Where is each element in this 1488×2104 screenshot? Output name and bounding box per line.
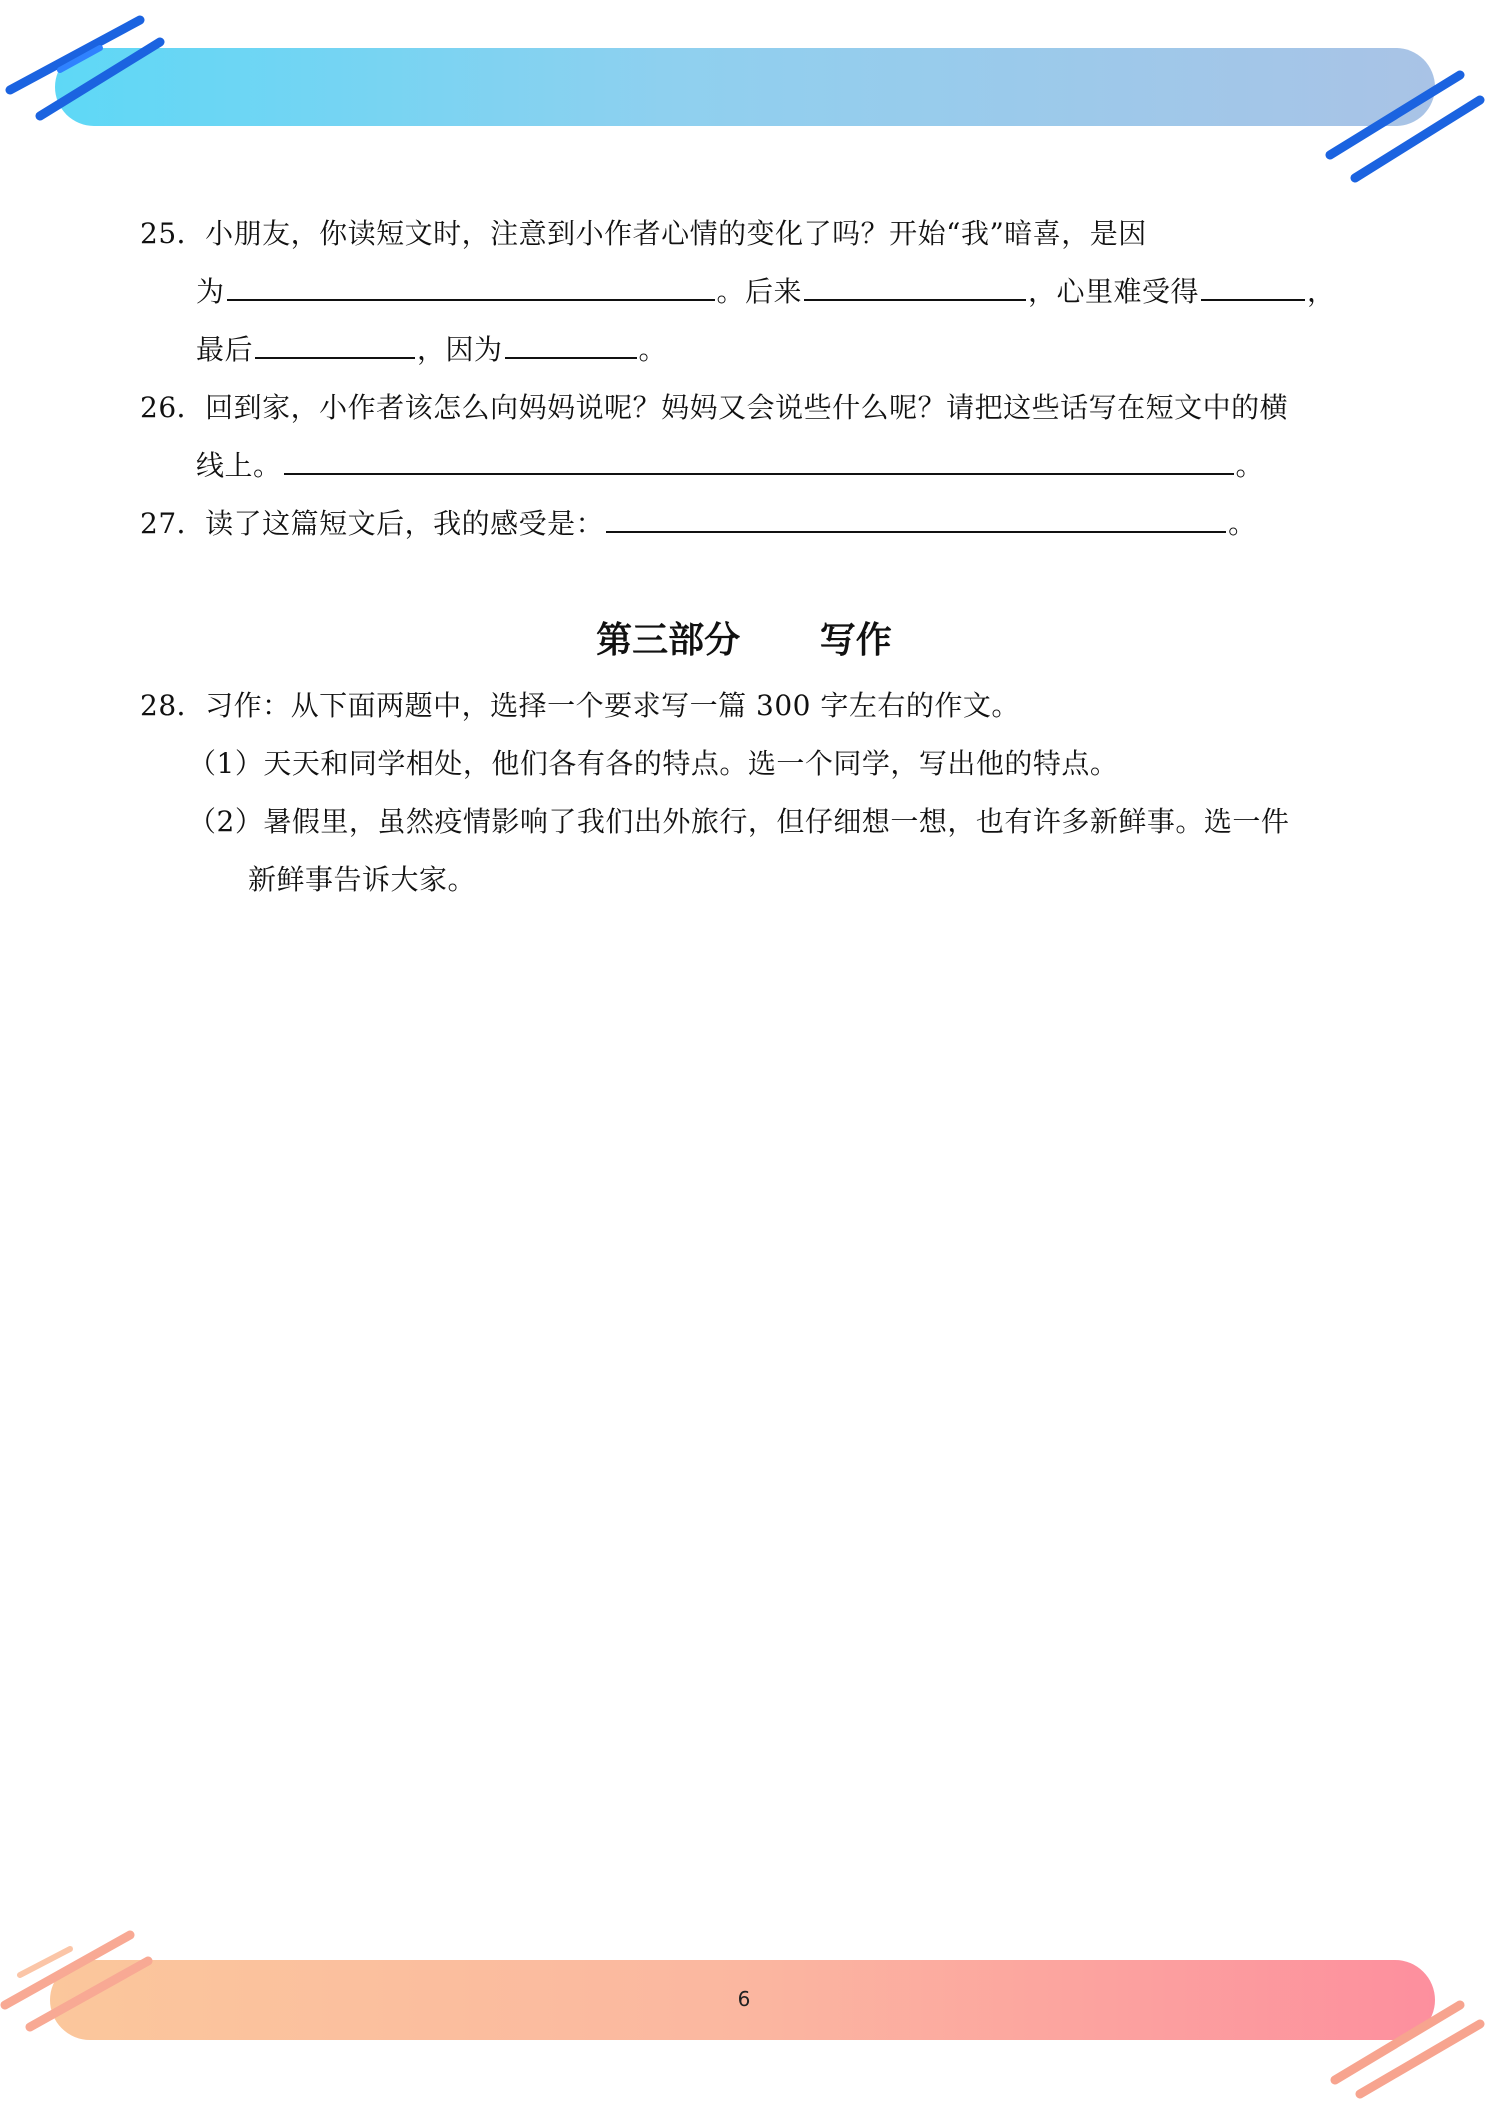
- option-text: （2）暑假里，虽然疫情影响了我们出外旅行，但仔细想一想，也有许多新鲜事。选一件: [188, 805, 1290, 838]
- text-fragment: ，: [1307, 275, 1336, 308]
- answer-blank[interactable]: [227, 273, 715, 301]
- text-fragment: 。后来: [716, 275, 803, 308]
- answer-blank[interactable]: [505, 331, 637, 359]
- question-number: 28．: [140, 689, 206, 722]
- text-fragment: 最后: [196, 333, 254, 366]
- answer-blank[interactable]: [1201, 273, 1305, 301]
- option-text: （1）天天和同学相处，他们各有各的特点。选一个同学，写出他的特点。: [188, 747, 1119, 780]
- question-28: [140, 684, 1020, 724]
- text-fragment: ，心里难受得: [1028, 275, 1200, 308]
- header-stripes-left: [0, 0, 180, 140]
- footer-stripes-left: [0, 1915, 170, 2035]
- question-26-line1: [140, 386, 1288, 426]
- question-25-line3: [196, 328, 667, 368]
- answer-blank[interactable]: [284, 447, 1234, 475]
- question-25-line2: [196, 270, 1336, 310]
- writing-option-2-line2: [248, 858, 476, 898]
- text-fragment: 。: [1228, 507, 1257, 540]
- text-fragment: 线上。: [196, 449, 282, 482]
- section-title: [0, 612, 1488, 663]
- answer-blank[interactable]: [606, 505, 1226, 533]
- question-27: [140, 502, 1257, 542]
- text-fragment: 为: [196, 275, 225, 308]
- answer-blank[interactable]: [804, 273, 1026, 301]
- text-fragment: 。: [1235, 449, 1265, 482]
- question-text: 回到家，小作者该怎么向妈妈说呢？妈妈又会说些什么呢？请把这些话写在短文中的横: [205, 391, 1289, 424]
- text-fragment: 。: [638, 333, 668, 366]
- text-fragment: ，因为: [417, 333, 503, 366]
- question-text: 小朋友，你读短文时，注意到小作者心情的变化了吗？开始“我”暗喜，是因: [205, 217, 1147, 250]
- question-number: 26．: [140, 391, 206, 424]
- section-title-part2: 写作: [819, 620, 892, 661]
- question-26-line2: [196, 444, 1264, 484]
- header-stripes-right: [1310, 60, 1488, 190]
- question-25-line1: [140, 212, 1147, 252]
- answer-blank[interactable]: [255, 331, 415, 359]
- page-number: 6: [737, 1987, 751, 2011]
- question-number: 25．: [140, 217, 206, 250]
- question-text: 读了这篇短文后，我的感受是：: [205, 507, 605, 540]
- section-title-part1: 第三部分: [596, 620, 741, 661]
- option-text: 新鲜事告诉大家。: [248, 863, 477, 896]
- writing-option-1: [188, 742, 1118, 782]
- question-number: 27．: [140, 507, 206, 540]
- writing-option-2-line1: [188, 800, 1289, 840]
- header-band: [55, 48, 1435, 126]
- question-text: 习作：从下面两题中，选择一个要求写一篇 300 字左右的作文。: [205, 689, 1020, 722]
